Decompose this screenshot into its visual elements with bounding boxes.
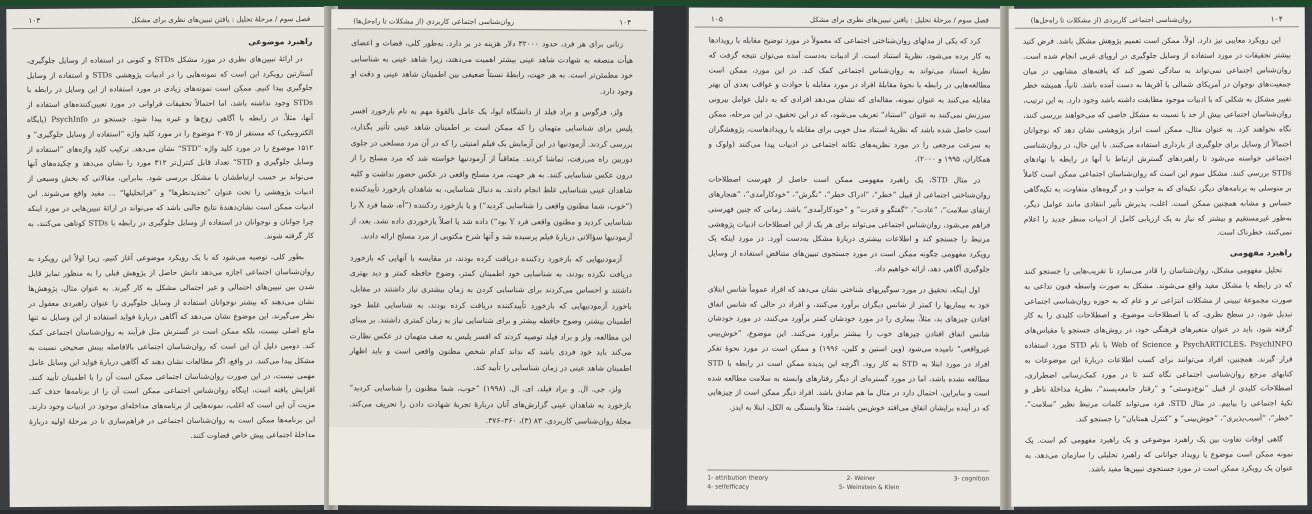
- page-body: [6, 27, 335, 445]
- page-number: ۱۰۴: [1270, 14, 1283, 24]
- paragraph: آزمودنیهایی که بازخورد ردکننده دریافت کرده بودند، در مقایسه با آنهایی که بازخورد دریافت نکرده بودند، به شناسایی خود اطمینان کمتر، وضوح حافظه کمتر و دید بهتری داشتند و احساس می‌کردند برای شناسایی کردن به زمان بیشتری نیاز داشتند در مقابل، باخورد آزمودنیهایی که بازخورد تأییدکننده دریافت کرده بودند، به شناسایی غلط خود اطمینان بیشتر، وضوح حافظه بیشتر و برای شناسایی نیاز به زمان کمتری داشتند. بر مبنای این مطالعه، ولز و براد فیلد توصیه کردند که افسر پلیس به صف متهمان در عکس نظارت می‌کند باید خود فردی باشد که نداند کدام شخص مظنون واقعی است و باید اظهار اطمینان شاهد عینی در زمان شناسایی را تأیید کند.: [349, 252, 632, 373]
- header-title: فصل سوم / مرحلهٔ تحلیل : یافتن تبیین‌های نظری برای مشکل: [809, 15, 989, 25]
- page-header: [337, 9, 647, 31]
- spread-divider: [654, 6, 686, 510]
- paragraph: در مثال STD، یک راهبرد مفهومی ممکن است حاصل از فهرست اصطلاحات روان‌شناختی اجتماعی از قبیل ”خطر“، ”ادراک خطر“، ”نگرش“، ”خودکارآمدی“، ”هنجارهای ارتقای سلامت“، ”عادت“، ”گفتگو و قدرت“ و ”خودکارآمدی“ باشد. زمانی که چنین فهرستی فراهم می‌شود، روان‌شناس اجتماعی می‌تواند برای هر یک از این اصطلاحات ادبیات پژوهشی مرتبط را جستجو کند و اطلاعات بیشتری دربارهٔ مشکل به‌دست آورد. در مورد اینکه یک رویکرد مفهومی چگونه ممکن است در مورد جستجوی تبیین‌های متناقض استفاده از وسایل جلوگیری آگاهی دهد، ارائه خواهیم داد.: [707, 174, 991, 274]
- paragraph: ولز، فرگوس و براد فیلد از دانشگاه ایوا، یک عامل بالقوهٔ مهم به نام بازخورد افسر پلیس برای شناسایی متهمان را که ممکن است بر اطمینان شاهد عینی تأثیر بگذارد، بررسی کردند. آزمودنیها در این آزمایش یک فیلم امنیتی را که در آن مرد مسلحی در جلوی دوربین راه می‌رفت، تماشا کردند. متعاقباً از آزمودنیها خواسته شد که مرد مسلح را از درون عکس شناسایی کنند. به هر جهت، مرد مسلح واقعی در عکس حضور نداشت و کلیه شاهدان عینی شناسایی غلط انجام دادند. به دنبال شناسایی، به شاهدان بازخورد تأییدکننده (”خوب، شما مظنون واقعی را شناسایی کردید“) و یا بازخورد ردکننده (”آه، شما فرد X را شناسایی کردید و مظنون واقعی فرد Y بود“) داده شد یا اصلاً بازخوردی داده نشد. بعد، از آزمودنیها سؤالاتی دربارهٔ فیلم پرسیده شد و آنها شرح مکتوبی از مرد مسلح ارائه دادند.: [350, 106, 633, 242]
- footnote: 3- cognition: [953, 475, 990, 483]
- page-body: [687, 27, 1010, 416]
- header-title: روان‌شناسی اجتماعی کاربردی (از مشکلات تا راه‌حل‌ها): [353, 17, 515, 27]
- paragraph: اول اینکه، تحقیق در مورد سوگیریهای شناختی نشان می‌دهد که افراد عموماً شانس ابتلای خود به بیماریها را کمتر از شانس دیگران برآورد می‌کنند، و افراد در حالی که شانس اتفاق افتادن چیزهای بد، مثلاً، بیماری را در مورد خودشان کمتر برآورد می‌کنند، در مورد خودشان شانس اتفاق افتادن چیزهای خوب را بیشتر برآورد می‌کنند. این موضوع، ”خوش‌بینی غیرواقعی“ نامیده می‌شود (وین استین و کلین، ۱۹۹۶) و ممکن است در مورد نحوهٔ تفکر افراد در مورد ابتلا به STD به کار رود. اگرچه این پدیده ممکن است در رابطه با STD مطالعه نشده باشد، اما در مورد گستره‌ای از دیگر رفتارهای وابسته به سلامت مطالعه شده است و بنابراین، احتمال دارد در مثال ما هم صادق باشد. افراد دیگر ممکن است از چیزهایی که در آینده برایشان اتفاق می‌افتد خوش‌بین باشند: مثلاً وابستگی به الکل، ابتلا به ایدز.: [707, 284, 990, 413]
- page-104-right: [1009, 7, 1308, 507]
- footnote: 2- Weiner: [846, 474, 876, 483]
- paragraph: در ارائهٔ تبیین‌های نظری در مورد مشکل STDs و کنونی در استفاده از وسایل جلوگیری، آستارتین رویکرد این است که نمونه‌هایی را در ادبیات پژوهشی STDs و استفاده از وسایل جلوگیری پیدا کنیم. ممکن است نمونه‌های زیادی در مورد استفاده از این وسایل در رابطه با STDs وجود نداشته باشد، اما احتمالاً تحقیقات فراوانی در مورد تعیین‌کننده‌های استفاده از آنها، مثلاً، در رابطه با آگاهی زوج‌ها و غیره پیدا شود. جستجو در PsychInfo (پایگاه الکترونیکی) که مستقر از ۲۰۷۵ موضوع را در مورد کلید واژه ”استفاده از وسایل جلوگیری“ و ۱۵۱۲ موضوع را در مورد کلید واژه ”STD“ نشان می‌دهد. ترکیب کلید واژه‌های ”استفاده از وسایل جلوگیری و STD“ تعداد قابل کنترل‌تر ۳۱۲ مورد را نشان می‌دهد و چکیده‌های آنها می‌تواند بر حسب ارتباطشان با مشکل بررسی شود. بنابراین، مقالاتی که بخش وسیعی از ادبیات پژوهشی را تحت عنوان ”تجدیدنظرها“ و ”فراتحلیلها“ ... مفید واقع می‌شوند. این ادبیات ممکن است نشان‌دهندهٔ نتایج جالبی باشد که می‌تواند در ارائهٔ تبیین‌هایی در مورد اینکه چرا جوانان و نوجوانان در استفاده از وسایل جلوگیری در رابطه با STDs کوتاهی می‌کنند، به کار گرفته شوند.: [26, 53, 314, 241]
- page-body: [329, 29, 653, 429]
- page-number: ۱۰۵: [710, 14, 723, 24]
- footnote: 4- selfefficacy: [707, 483, 750, 491]
- bottom-bar: [0, 510, 1312, 514]
- page-body: [1009, 27, 1307, 478]
- paragraph: بطور کلی، توصیه می‌شود که با یک رویکرد موضوعی آغاز کنیم، زیرا اولاً این رویکرد به روان‌شناسان اجتماعی اجازه می‌دهد دانش حاصل از پژوهش قبلی را به منظور تمایز قایل شدن بین تبیین‌های احتمالی و غیر احتمالی مشکل به کار گیرند. به عنوان مثال، پژوهش‌ها نشان می‌دهند که بیشتر نوجوانان استفاده از وسایل جلوگیری را عنوان راهبردی معقول در نظر می‌گیرند. این موضوع نشان می‌دهد که آگاهی دربارهٔ فواید استفاده از این وسایل نه تنها مانع اصلی نیست، بلکه ممکن است در گسترش مثل فرآیند به روان‌شناسان اجتماعی کمک کند. دومین دلیل آن این است که روان‌شناسان اجتماعی بالافاصله بینش صحیحی نسبت به مشکل پیدا می‌کنند. در واقع، اگر مطالعات نشان دهند که آگاهی دربارهٔ فواید این وسایل عامل مهمی نیست، در این صورت روان‌شناسان اجتماعی ممکن است آن را با اطمینان تأیید کنند. افزایش یافته است، اینگاه روان‌شناس اجتماعی ممکن است آن را از برنامه‌ها حذف کند. مزیت آن این است که اغلب، نمونه‌هایی از برنامه‌های مداخله‌ای موجود در ادبیات وجود دارند. این برنامه‌ها ممکن است به روان‌شناسان اجتماعی در فراهم‌سازی تا در مرحلهٔ اولیه دربارهٔ مداخلهٔ اجتماعی پیش خاص قضاوت کنند.: [27, 252, 316, 440]
- paragraph: این رویکرد معایبی نیز دارد. اولاً، ممکن است تعمیم پژوهش مشکل باشد. فرض کنید بیشتر تحقیقات در مورد استفاده از وسایل جلوگیری در اروپای غربی انجام شده است. روان‌شناس اجتماعی نمی‌تواند به سادگی تصور کند که یافته‌های مشابهی در میان جمعیت‌های نوجوان در آمریکای شمالی یا آفریقا به دست آمده باشد. ثانیاً، همیشه خطر تغییر مشکل به شکلی که با ادبیات موجود مطابقت داشته باشد وجود دارد. به این ترتیب، روان‌شناسان اجتماعی بیش از حد با نسبت به مشکل خاصی که می‌خواهند بررسی کنند، نگاه نخواهند کرد. به عنوان مثال، ممکن است ابزار پژوهشی نشان دهد که نوجوانان احتمالاً از وسایل برای جلوگیری از بارداری استفاده می‌کنند. با این حال، در روان‌شناسی اجتماعی خواسته می‌شود تا راهبردهای گسترش ارتباط با آنها در رابطه با نهادهای STDs بررسی کنند. مشکل سوم این است که روان‌شناسان اجتماعی ممکن است کاملاً بر متوسلی به برنامه‌های دیگر، تکیه‌ای که به جوانب و در گروه‌های متفاوت، به تکیه‌گاهی حساس و مشابه همچنین ممکن است. اغلب، پذیرش تأثیر انتقادی مانند عوامل دیگر، به‌طور غیرمستقیم و بیشتر که نیاز به یک ارزیابی کامل از ادبیات منظر جدید را اعلام نمی‌کنند، خطرناک است.: [1022, 35, 1292, 238]
- footnotes: [707, 470, 989, 493]
- paragraph: تحلیل مفهومی مشکل، روان‌شناسان را قادر می‌سازد تا تقریب‌هایی را جستجو کنند که در رابطه با مشکل مفید واقع می‌شوند. مشکل به صورت واسطه فنون تداعی به صورت مجموعهٔ تبیینی از مشکلات انتزاعی تر و عام که به حوزه روان‌شناسی اجتماعی تبدیل شود، در سطح نظری، که با اصطلاحات موضوع، و اصطلاحات کلیدی را به کار گرفته شود، باید در عنوان متغیرهای فرهنگی خود، در روش‌های جستجو یا مقیاس‌های PsychARTICLES، PsychINFO و Web of Science با نام STD مورد استفاده قرار گیرند. همچنین، افراد می‌توانند برای کسب اطلاعات دربارهٔ این موضوعات به کتابهای مرجع روان‌شناسی اجتماعی نگاه کنند تا در مورد کمک‌رسانی اضطراری، اصطلاحات کلیدی از قبیل ”نوع‌دوستی“ و ”رفتار جامعه‌پسند“، نظریهٔ مداخلهٔ ناظر و تکیهٔ اجتماعی را بیابیم. در مثال STD، فرد می‌تواند کلمات مرتبط نظیر ”سلامت“، ”خطر“، ”آسیب‌پذیری“، ”خوش‌بینی“ و ”کنترل همتایان“ را جستجو کند.: [1024, 265, 1293, 424]
- page-number: ۱۰۳: [28, 15, 41, 25]
- page-103: [6, 7, 335, 507]
- paragraph: زنانی برای هر فرد، حدود ۳۲۰۰۰ دلار هزینه در بر دارد. به‌طور کلی، قضات و اعضای هیأت منصفه به شهادت شاهد عینی بیشتر اهمیت می‌دهند، زیرا شاهد عینی به شناسایی خود مطمئن‌تر است. به هر جهت، رابطهٔ نسبتاً ضعیفی بین اطمینان شاهد عینی و دقت او وجود دارد.: [350, 38, 634, 96]
- page-header: [695, 7, 1005, 28]
- paragraph: ولز، جی. ال. و براد فیلد، ای. ال. (۱۹۹۸) ”خوب، شما مظنون را شناسایی کردید“ بازخورد به شاهدان عینی گزارش‌های آنان دربارهٔ تجربهٔ شهادت دادن را تحریف می‌کند. مجلهٔ روان‌شناسی کاربردی، ۸۳ (۳)، ۳۶۰–۳۷۶.: [349, 383, 632, 426]
- section-heading: راهبرد مفهومی: [1229, 248, 1293, 258]
- section-heading: راهبرد موضوعی: [248, 37, 313, 47]
- paragraph: کرد که یکی از مدلهای روان‌شناختی اجتماعی که معمولاً در مورد توضیح مقابله با رویدادها به کار برده می‌شود، نظریهٔ استناد است. از ادبیات به‌دست آمده می‌توان نتیجه گرفت که نظریهٔ استناد می‌تواند به روان‌شناس اجتماعی کمک کند. در این مورد، ممکن است مطالعه‌هایی در رابطه با نحوهٔ مقابلهٔ افراد در مورد مقابله با حوادث و عواقب بعدی آن بهتر مقابله می‌کنند به عنوان نمونه، مقاله‌ای که نشان می‌دهد افرادی که به دلیل عوامل بیرونی سرزنش نمی‌کنند به عنوان ”استناد“ تعریف می‌شود، که در این تحقیق، در این مرحله، ممکن است حاصل شده باشد که نظریهٔ استناد مدل خوبی برای مقابله با رویدادهاست، پژوهشگران به سرعت مرجعی را در مورد نظریه‌های تکانه اجتماعی در ادبیات پیدا می‌کنند (ولوک و همکاران، ۱۹۹۵ و ۲۰۰۰).: [708, 35, 991, 164]
- page-header: [1015, 7, 1299, 28]
- page-number: ۱۰۴: [619, 17, 632, 27]
- page-header: [12, 7, 326, 29]
- paragraph: گاهی اوقات تفاوت بین یک راهبرد موضوعی و یک راهبرد مفهومی کم است. یک نمونه ممکن است موضوع یا رویداد جوانانی که راهبرد تحلیلی را سازمان می‌دهد، به عنوان یک رویکرد ممکن است در مورد جستجوی تبیین‌ها مفید باشد.: [1024, 434, 1294, 474]
- footnote: 1- attribution theory: [707, 474, 769, 482]
- footnote: 5- Weinstein & Klein: [838, 483, 900, 492]
- page-105: [687, 7, 1011, 506]
- header-title: روان‌شناسی اجتماعی کاربردی (از مشکلات تا راه‌حل‌ها): [1030, 15, 1192, 25]
- header-title: فصل سوم / مرحلهٔ تحلیل : یافتن تبیین‌های نظری برای مشکل: [131, 15, 311, 25]
- page-104: [329, 9, 654, 507]
